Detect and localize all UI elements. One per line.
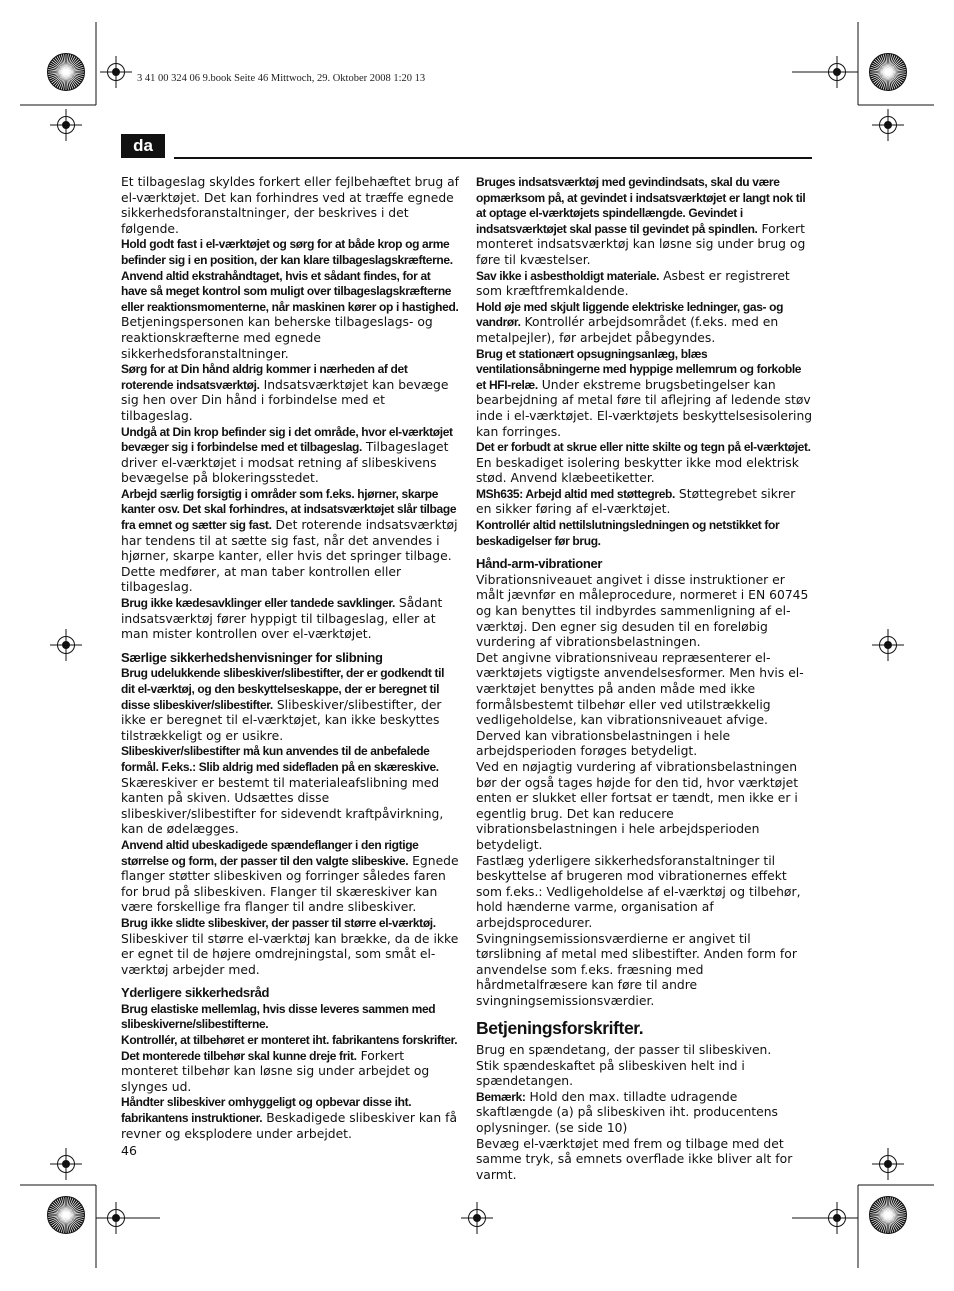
- paragraph: [476, 1059, 814, 1090]
- body-text: Asbest er registreret som kræftfremkaldende.: [476, 268, 790, 299]
- paragraph: [476, 175, 814, 269]
- bold-text: Brug udelukkende slibeskiver/slibestifter, der er godkendt til dit el-værktøj, og den beskyttelseskappe, der er beregnet til disse slibeskiver/slibestifter.: [121, 666, 445, 712]
- left-column: [121, 175, 459, 1142]
- body-text: Indsatsværktøjet kan bevæge sig hen over Din hånd i forbindelse med et tilbageslag.: [121, 377, 449, 423]
- header-rule: [174, 157, 812, 159]
- paragraph: [476, 651, 814, 760]
- bold-text: Håndter slibeskiver omhyggeligt og opbevar disse iht. fabrikantens instruktioner.: [121, 1095, 412, 1126]
- body-text: Brug en spændetang, der passer til slibeskiven.: [476, 1043, 772, 1058]
- body-text: Slibeskiver/slibestifter, der ikke er beregnet til el-værktøjet, kan ikke beskyttes tilstrækkeligt og er usikre.: [121, 697, 442, 743]
- body-text: Sådant indsatsværktøj fører hyppigt til tilbageslag, eller at man mister kontrollen over el-værktøjet.: [121, 596, 443, 642]
- body-text: Under ekstreme brugsbetingelser kan bearbejdning af metal føre til aflejring af ledende støv inde i el-værktøjet. El-værktøjets beskyttelsesisolering kan forringes.: [476, 377, 813, 439]
- paragraph: [121, 237, 459, 362]
- paragraph: [121, 666, 459, 744]
- paragraph: [121, 425, 459, 487]
- bold-text: Slibeskiver/slibestifter må kun anvendes til de anbefalede formål. F.eks.: Slib aldrig med sidefladen på en skæreskive.: [121, 744, 439, 774]
- body-text: Kontrollér arbejdsområdet (f.eks. med en metalpejler), før arbejdet påbegyndes.: [476, 315, 779, 345]
- print-header-line: 3 41 00 324 06 9.book Seite 46 Mittwoch, 29. Oktober 2008 1:20 13: [137, 73, 426, 84]
- body-text: Svingningsemissionsværdierne er angivet til tørslibning af metal med slibestifter. Anden form for anvendelse som f.eks. fræsning med hårdmetalfræsere kan føre til andre svingningsemissionsværdier.: [476, 931, 797, 1008]
- paragraph: [476, 347, 814, 441]
- paragraph: [476, 854, 814, 932]
- body-text: Vibrationsniveauet angivet i disse instruktioner er målt jævnfør en måleprocedure, normeret i EN 60745 og kan benyttes til indbyrdes sammenligning af el-værktøj. Den egner sig desuden til en foreløbig vurdering af vibrationsbelastningen.: [476, 572, 809, 650]
- paragraph: [121, 744, 459, 838]
- body-text: Det angivne vibrationsniveau repræsenterer el-værktøjets vigtigste anvendelsesformer. Men hvis el-værktøjet benyttes på anden måde med ikke formålsbestemt tilbehør eller ved utilstrækkelig vedligeholdelse, kan vibrationsniveauet afvige. Derved kan vibrationsbelastningen i hele arbejdsperioden forøges betydeligt.: [476, 650, 804, 759]
- paragraph: [476, 932, 814, 1010]
- paragraph: [476, 1137, 814, 1184]
- body-text: Skæreskiver er bestemt til materialeafslibning med kanten på skiven. Udsættes disse slibeskiver/slibestifter for sidevendt kraftpåvirkning, kan de ødelægges.: [121, 775, 444, 837]
- bold-text: Brug ikke slidte slibeskiver, der passer til større el-værktøj.: [121, 915, 436, 930]
- body-text: Det roterende indsatsværktøj har tendens til at sætte sig fast, når det anvendes i hjørner, skarpe kanter, eller hvis det springer tilbage. Dette medfører, at man taber kontrollen eller tilbageslag.: [121, 518, 458, 595]
- bold-text: Arbejd særlig forsigtig i områder som f.eks. hjørner, skarpe kanter osv. Det skal forhindres, at indsatsværktøjet slår tilbage fra emnet og sætter sig fast.: [121, 486, 457, 533]
- section-heading: Hånd-arm-vibrationer: [476, 556, 603, 572]
- bold-text: Bruges indsatsværktøj med gevindindsats, skal du være opmærksom på, at gevindet i indsatsværktøjet er langt nok til at optage el-værktøjets spindellængde. Gevindet i indsatsværktøjet skal passe til gevindet på spindlen.: [476, 175, 806, 236]
- bold-text: Undgå at Din krop befinder sig i det område, hvor el-værktøjet bevæger sig i forbindelse med et tilbageslag.: [121, 424, 453, 455]
- body-text: Bevæg el-værktøjet med frem og tilbage med det samme tryk, så emnets overflade ikke bliver alt for varmt.: [476, 1136, 793, 1182]
- section-title: Betjeningsforskrifter.: [476, 1018, 644, 1039]
- body-text: Egnede flanger støtter slibeskiven og forringer således faren for brud på slibeskiven. Flanger til skæreskiver kan være forskellige fra flanger til andre slibeskiver.: [121, 853, 459, 915]
- bold-text: Hold godt fast i el-værktøjet og sørg for at både krop og arme befinder sig i en position, der kan klare tilbageslagskræfterne. Anvend altid ekstrahåndtaget, hvis et sådant findes, for at have så meget kontrol som muligt over tilbageslagskræfterne eller reaktionsmomenterne, når maskinen kører op i hastighed.: [121, 237, 459, 314]
- paragraph: [476, 518, 814, 549]
- body-text: Fastlæg yderligere sikkerhedsforanstaltninger til beskyttelse af brugeren mod vibrationernes effekt som f.eks.: Vedligeholdelse af el-værktøj og tilbehør, hold hænderne varme, organisation af arbejdsprocedurer.: [476, 853, 801, 930]
- paragraph: [121, 175, 459, 237]
- paragraph: [476, 440, 814, 487]
- paragraph: [121, 1002, 459, 1033]
- paragraph: [476, 1090, 814, 1137]
- bold-text: Anvend altid ubeskadigede spændeflanger i den rigtige størrelse og form, der passer til den valgte slibeskive.: [121, 837, 419, 868]
- paragraph: [121, 596, 459, 643]
- body-text: Tilbageslaget driver el-værktøjet i modsat retning af slibeskivens bevægelse på blokeringsstedet.: [121, 440, 449, 486]
- body-text: Et tilbageslag skyldes forkert eller fejlbehæftet brug af el-værktøjet. Det kan forhindres ved at træffe egnede sikkerhedsforanstaltninger, der beskrives i det følgende.: [121, 175, 459, 236]
- language-badge: da: [121, 134, 165, 158]
- paragraph: [121, 362, 459, 424]
- section-heading: Yderligere sikkerhedsråd: [121, 985, 270, 1001]
- paragraph: [121, 916, 459, 978]
- bold-text: Kontrollér altid nettilslutningsledningen og netstikket for beskadigelser før brug.: [476, 518, 780, 548]
- body-text: Stik spændeskaftet på slibeskiven helt ind i spændetangen.: [476, 1058, 745, 1089]
- body-text: Støttegrebet sikrer en sikker føring af el-værktøjet.: [476, 486, 796, 517]
- paragraph: [476, 269, 814, 300]
- paragraph: [121, 838, 459, 916]
- body-text: Hold den max. tilladte udragende skaftlængde (a) på slibeskiven iht. producentens oplysninger. (se side 10): [476, 1089, 778, 1136]
- bold-text: Kontrollér, at tilbehøret er monteret iht. fabrikantens forskrifter. Det monterede tilbehør skal kunne dreje frit.: [121, 1033, 458, 1063]
- bold-text: Det er forbudt at skrue eller nitte skilte og tegn på el-værktøjet.: [476, 440, 811, 455]
- paragraph: [476, 487, 814, 518]
- bold-text: Brug et stationært opsugningsanlæg, blæs ventilationsåbningerne med hyppige mellemrum og forkoble et HFI-relæ.: [476, 346, 802, 392]
- bold-text: Bemærk:: [476, 1089, 526, 1104]
- bold-text: MSh635: Arbejd altid med støttegreb.: [476, 486, 675, 501]
- bold-text: Sørg for at Din hånd aldrig kommer i nærheden af det roterende indsatsværktøj.: [121, 362, 408, 392]
- bold-text: Brug ikke kædesavklinger eller tandede savklinger.: [121, 596, 395, 611]
- section-heading: Særlige sikkerhedshenvisninger for slibning: [121, 649, 383, 665]
- bold-text: Sav ikke i asbestholdigt materiale.: [476, 268, 660, 283]
- paragraph: [476, 1043, 814, 1059]
- bold-text: Brug elastiske mellemlag, hvis disse leveres sammen med slibeskiverne/slibestifterne.: [121, 1001, 436, 1032]
- body-text: Beskadigede slibeskiver kan få revner og eksplodere under arbejdet.: [121, 1111, 458, 1141]
- bold-text: Hold øje med skjult liggende elektriske ledninger, gas- og vandrør.: [476, 299, 784, 330]
- paragraph: [121, 487, 459, 596]
- body-text: En beskadiget isolering beskytter ikke mod elektrisk stød. Anvend klæbeetiketter.: [476, 455, 799, 486]
- body-text: Slibeskiver til større el-værktøj kan brække, da de ikke er egnet til de højere omdrejningstal, som småt el-værktøj arbejder med.: [121, 931, 459, 977]
- paragraph: [121, 1095, 459, 1142]
- right-column: [476, 175, 814, 1183]
- page-number: 46: [121, 1143, 137, 1158]
- paragraph: [476, 300, 814, 347]
- body-text: Betjeningspersonen kan beherske tilbageslags- og reaktionskræfterne med egnede sikkerhedsforanstaltninger.: [121, 315, 433, 361]
- paragraph: [121, 1033, 459, 1095]
- body-text: Forkert monteret tilbehør kan løsne sig under arbejdet og slynges ud.: [121, 1048, 430, 1094]
- paragraph: [476, 760, 814, 854]
- paragraph: [476, 573, 814, 651]
- body-text: Forkert monteret indsatsværktøj kan løsne sig under brug og føre til kvæstelser.: [476, 221, 806, 267]
- body-text: Ved en nøjagtig vurdering af vibrationsbelastningen bør der også tages højde for den tid, hvor værktøjet enten er slukket eller fortsat er tændt, men ikke er i egentlig brug. Det kan reducere vibrationsbelastningen i hele arbejdsperioden betydeligt.: [476, 759, 799, 852]
